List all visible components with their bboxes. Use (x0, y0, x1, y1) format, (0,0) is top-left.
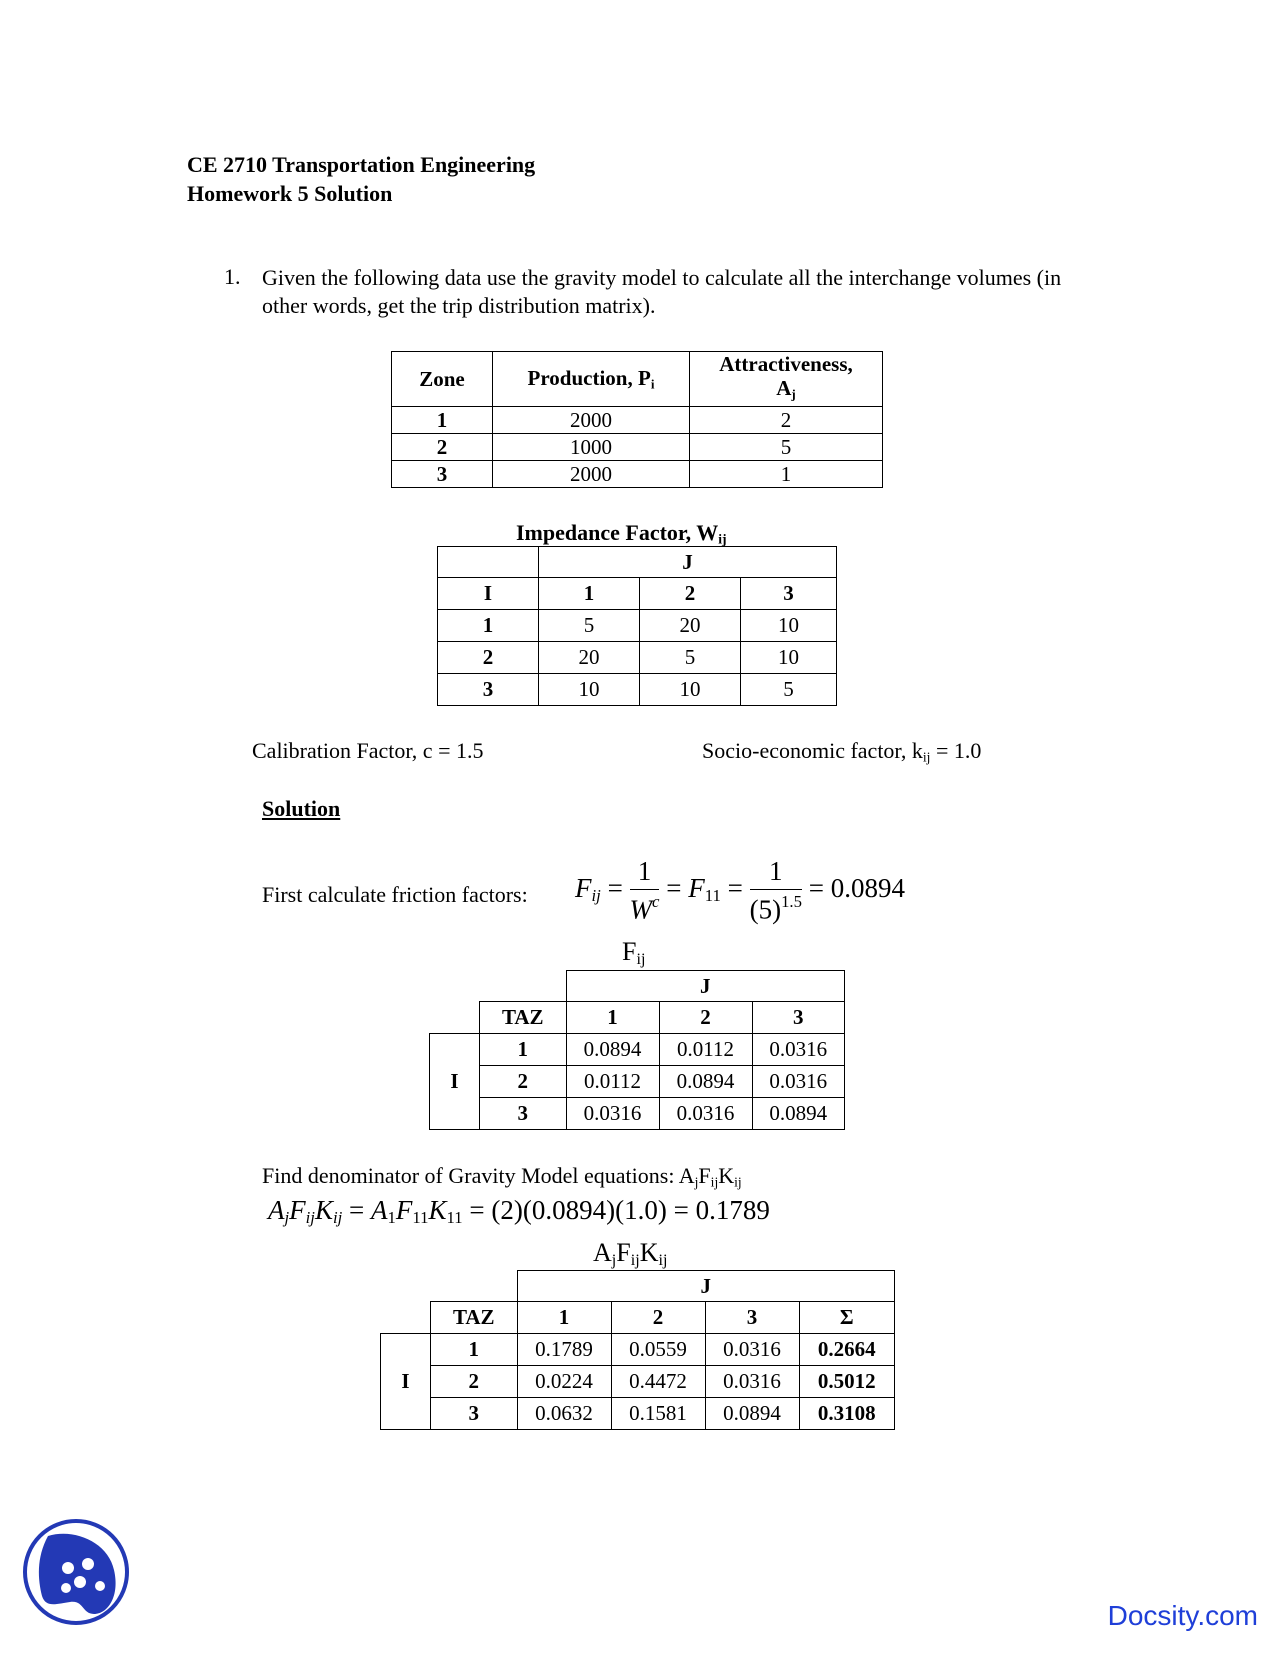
afk-caption: $A_jF_{ij}K_{ij}$ (593, 1238, 668, 1270)
zone-table (391, 351, 883, 488)
friction-j-header: J (566, 971, 845, 1002)
friction-intro: First calculate friction factors: (262, 882, 528, 907)
table-row: 3 0.0316 0.0316 0.0894 (430, 1098, 845, 1130)
impedance-j-header: J (539, 547, 837, 578)
row-sum: 0.3108 (799, 1398, 895, 1430)
table-row: I 1 0.0894 0.0112 0.0316 (430, 1034, 845, 1066)
sigma-header: Σ (799, 1302, 895, 1334)
friction-taz-header: TAZ (480, 1002, 567, 1034)
question-text: Given the following data use the gravity model to calculate all the interchange volumes (in other words, get the trip distribution matrix). (262, 265, 1062, 318)
row-sum: 0.5012 (799, 1366, 895, 1398)
row-sum: 0.2664 (799, 1334, 895, 1366)
denominator-intro: Find denominator of Gravity Model equations: $A_jF_{ij}K_{ij}$ (262, 1163, 742, 1190)
table-row: 3 10 10 5 (438, 674, 837, 706)
friction-caption: $F_{ij}$ (622, 937, 646, 969)
afk-j-header: J (517, 1271, 895, 1302)
impedance-table: J I 1 2 3 1 5 20 10 2 20 5 10 3 10 10 5 (437, 546, 837, 706)
table-row: 2 20 5 10 (438, 642, 837, 674)
table-row: I 1 0.1789 0.0559 0.0316 0.2664 (381, 1334, 895, 1366)
homework-title: Homework 5 Solution (187, 181, 393, 206)
attractiveness-header: Attractiveness, $A_j$ (690, 352, 883, 407)
table-row: 3 2000 1 (392, 461, 883, 488)
table-row: 3 0.0632 0.1581 0.0894 0.3108 (381, 1398, 895, 1430)
friction-table: J TAZ 1 2 3 I 1 0.0894 0.0112 0.0316 2 0.0112 0.0894 0.0316 3 0.0316 0.0316 0.0894 (429, 970, 845, 1130)
course-title: CE 2710 Transportation Engineering (187, 152, 536, 177)
calibration-factor: Calibration Factor, c = 1.5 (252, 738, 484, 763)
afk-table: J TAZ 1 2 3 Σ I 1 0.1789 0.0559 0.0316 0.2664 2 0.0224 0.4472 0.0316 0.5012 3 0.0632 0.1581 0.0894 0.3108 (380, 1270, 895, 1430)
docsity-brand-link[interactable]: Docsity.com (1107, 1600, 1258, 1631)
table-row: 2 0.0224 0.4472 0.0316 0.5012 (381, 1366, 895, 1398)
impedance-caption: Impedance Factor, $W_{ij}$ (516, 520, 727, 547)
docsity-logo-icon (22, 1518, 130, 1626)
impedance-i-header: I (438, 578, 539, 610)
solution-heading: Solution (262, 796, 341, 821)
afk-i-header: I (381, 1334, 431, 1430)
friction-i-header: I (430, 1034, 480, 1130)
table-row: 1 5 20 10 (438, 610, 837, 642)
afk-taz-header: TAZ (431, 1302, 518, 1334)
production-header: Production, $P_i$ (493, 352, 690, 407)
table-row: 2 0.0112 0.0894 0.0316 (430, 1066, 845, 1098)
table-row: 2 1000 5 (392, 434, 883, 461)
question-number: 1. (224, 264, 241, 289)
zone-header: Zone (392, 352, 493, 407)
denominator-equation: $A_jF_{ij}K_{ij} = A_1F_{11}K_{11} = (2)(0.0894)(1.0) = 0.1789$ (268, 1195, 770, 1228)
table-row: 1 2000 2 (392, 407, 883, 434)
socio-economic-factor: Socio-economic factor, $k_{ij} = 1.0$ (702, 738, 982, 765)
document-title (187, 150, 535, 208)
friction-equation: $F_{ij}$ = $\frac{1}{W^c}$ = $F_{11}$ = $\frac{1}{(5)^{1.5}}$ = 0.0894 (575, 856, 905, 925)
